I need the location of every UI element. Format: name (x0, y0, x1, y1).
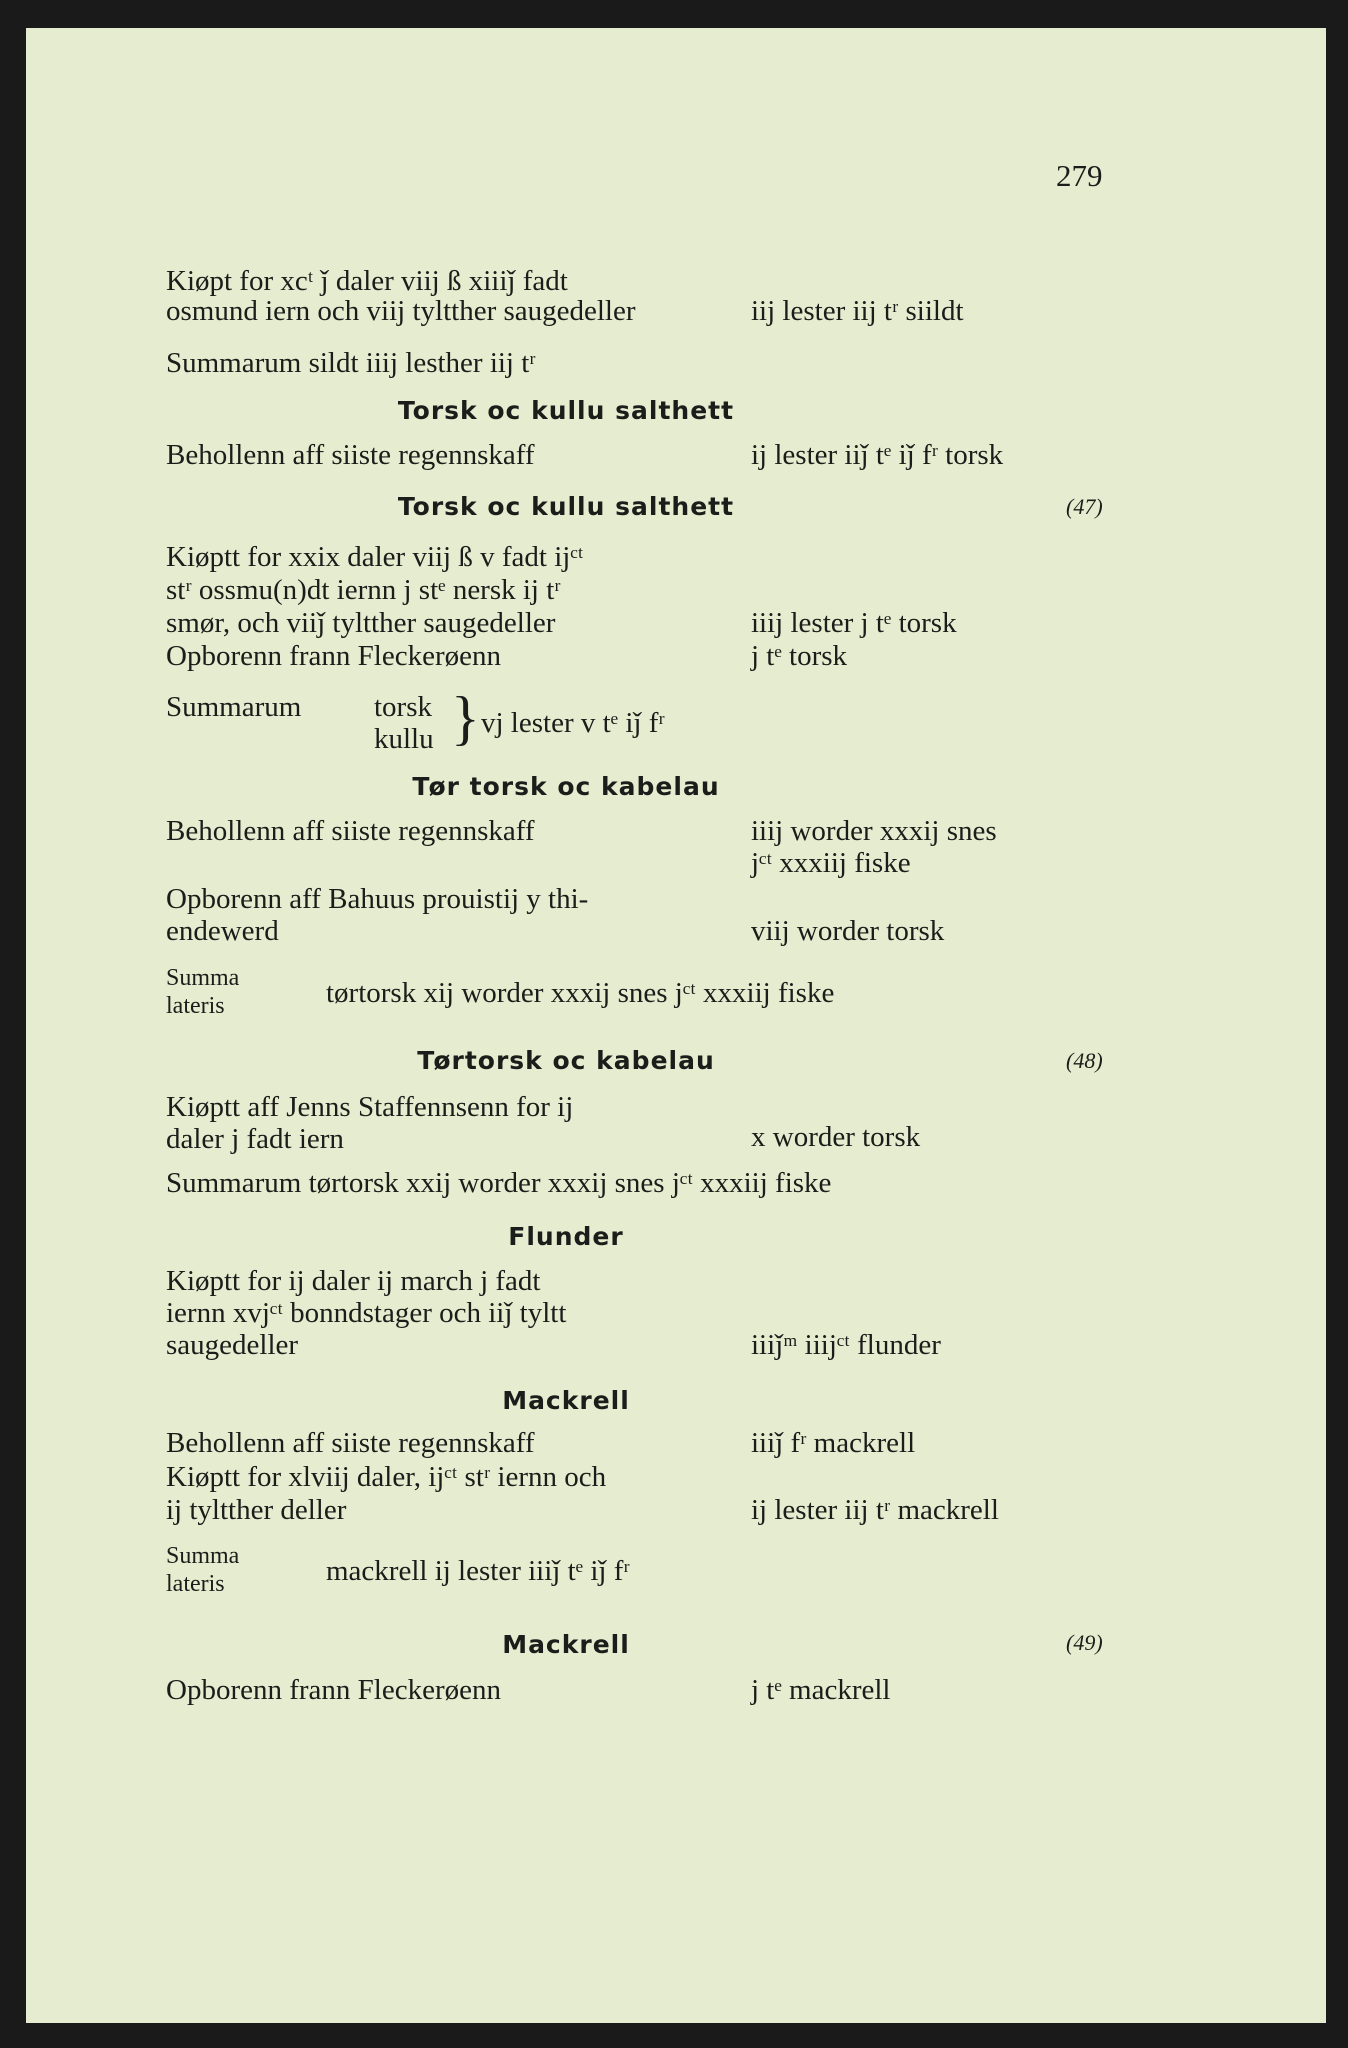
section-heading: Tør torsk oc kabelau (412, 772, 720, 801)
summarum-value: vj lester v tᵉ iǰ fʳ (481, 707, 665, 739)
entry-line: Kiøptt for ij daler ij march j fadt (166, 1265, 541, 1297)
entry-amount: iiiǰ fʳ mackrell (751, 1427, 916, 1459)
section-heading: Mackrell (502, 1630, 630, 1659)
summa-label: lateris (166, 1571, 225, 1597)
reference-number: (49) (1066, 1630, 1103, 1655)
entry-amount: viij worder torsk (751, 915, 945, 947)
summarum-label: Summarum (166, 691, 302, 723)
summarum-item: torsk (374, 691, 432, 723)
entry-amount: iiij worder xxxij snes (751, 815, 997, 847)
entry-line: osmund iern och viij tyltther saugedeller (166, 295, 636, 327)
section-heading: Mackrell (502, 1386, 630, 1415)
entry-line: Opborenn frann Fleckerøenn (166, 640, 501, 672)
entry-line: Kiøptt aff Jenns Staffennsenn for ij (166, 1091, 574, 1123)
entry-line: Behollenn aff siiste regennskaff (166, 1427, 535, 1459)
reference-number: (48) (1066, 1048, 1103, 1073)
entry-line: Behollenn aff siiste regennskaff (166, 439, 535, 471)
summa-text: mackrell ij lester iiiǰ tᵉ iǰ fʳ (326, 1555, 630, 1587)
document-page (26, 28, 1326, 2023)
entry-amount: iiiǰᵐ iiijᶜᵗ flunder (751, 1329, 941, 1361)
section-heading: Torsk oc kullu salthett (397, 492, 735, 521)
entry-line: ij tyltther deller (166, 1494, 347, 1526)
summa-text: tørtorsk xij worder xxxij snes jᶜᵗ xxxiij fiske (326, 977, 835, 1009)
entry-amount: iij lester iij tʳ siildt (751, 295, 964, 327)
section-heading: Torsk oc kullu salthett (397, 396, 735, 425)
summarum-line: Summarum sildt iiij lesther iij tʳ (166, 347, 536, 379)
summarum-item: kullu (374, 723, 434, 755)
summa-label: Summa (166, 1543, 240, 1569)
section-heading: Flunder (508, 1222, 624, 1251)
entry-line: Behollenn aff siiste regennskaff (166, 815, 535, 847)
entry-line: iernn xvjᶜᵗ bonndstager och iiǰ tyltt (166, 1297, 567, 1329)
entry-amount: ij lester iiǰ tᵉ iǰ fʳ torsk (751, 439, 1004, 471)
entry-line: Kiøptt for xxix daler viij ß v fadt ijᶜᵗ (166, 541, 584, 573)
page-number: 279 (1056, 158, 1103, 193)
entry-amount: j tᵉ mackrell (751, 1674, 891, 1706)
brace-icon: } (451, 685, 480, 751)
entry-line: daler j fadt iern (166, 1123, 344, 1155)
entry-line: Opborenn aff Bahuus prouistij y thi- (166, 883, 589, 915)
entry-amount: j tᵉ torsk (751, 640, 848, 672)
reference-number: (47) (1066, 494, 1103, 519)
summa-label: Summa (166, 965, 240, 991)
summarum-line: Summarum tørtorsk xxij worder xxxij snes jᶜᵗ xxxiij fiske (166, 1167, 832, 1199)
entry-line: Kiøpt for xcᵗ ǰ daler viij ß xiiiǰ fadt (166, 265, 568, 297)
entry-line: Kiøptt for xlviij daler, ijᶜᵗ stʳ iernn och (166, 1461, 607, 1493)
summa-label: lateris (166, 993, 225, 1019)
section-heading: Tørtorsk oc kabelau (417, 1046, 715, 1075)
entry-amount: ij lester iij tʳ mackrell (751, 1494, 999, 1526)
entry-line: smør, och viiǰ tyltther saugedeller (166, 607, 556, 639)
entry-amount: jᶜᵗ xxxiij fiske (751, 847, 911, 879)
entry-amount: iiij lester j tᵉ torsk (751, 607, 957, 639)
entry-line: saugedeller (166, 1329, 299, 1361)
entry-line: stʳ ossmu(n)dt iernn j stᵉ nersk ij tʳ (166, 574, 561, 606)
entry-amount: x worder torsk (751, 1121, 921, 1153)
entry-line: endewerd (166, 915, 279, 947)
entry-line: Opborenn frann Fleckerøenn (166, 1674, 501, 1706)
